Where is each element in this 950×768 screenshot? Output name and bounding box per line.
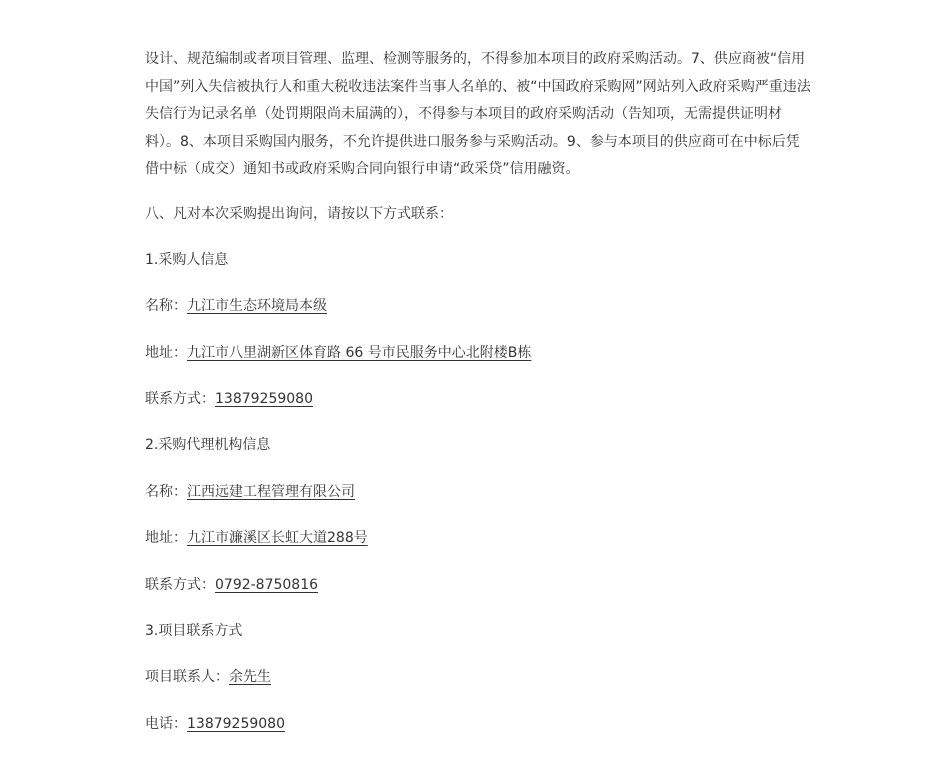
purchaser-name-label: 名称： <box>145 298 187 315</box>
purchaser-contact-label: 联系方式： <box>145 391 215 408</box>
agency-address-line <box>145 525 813 571</box>
project-phone-value: 13879259080 <box>187 715 285 732</box>
agency-name-label: 名称： <box>145 483 187 500</box>
purchaser-address-label: 地址： <box>145 344 187 361</box>
purchaser-heading: 1.采购人信息 <box>145 251 229 268</box>
purchaser-address-line <box>145 340 813 386</box>
project-person-label: 项目联系人： <box>145 669 229 686</box>
section-heading: 八、凡对本次采购提出询问，请按以下方式联系： <box>145 205 453 222</box>
agency-name-line <box>145 479 813 525</box>
agency-contact-line <box>145 572 813 618</box>
project-person-value: 余先生 <box>229 669 271 686</box>
agency-address-label: 地址： <box>145 530 187 547</box>
agency-name-value: 江西远建工程管理有限公司 <box>187 483 355 500</box>
document-content <box>145 46 813 757</box>
agency-heading: 2.采购代理机构信息 <box>145 437 271 454</box>
intro-paragraph: 设计、规范编制或者项目管理、监理、检测等服务的，不得参加本项目的政府采购活动。7、供应商被“信用中国”列入失信被执行人和重大税收违法案件当事人名单的、被“中国政府采购网”网站列入政府采购严重违法失信行为记录名单（处罚期限尚未届满的），不得参与本项目的政府采购活动（告知项，无需提供证明材料）。8、本项目采购国内服务，不允许提供进口服务参与采购活动。9、参与本项目的供应商可在中标后凭借中标（成交）通知书或政府采购合同向银行申请“政采贷”信用融资。 <box>145 51 811 177</box>
project-person-line <box>145 664 813 710</box>
agency-contact-value: 0792-8750816 <box>215 576 319 593</box>
project-phone-line <box>145 711 813 757</box>
purchaser-contact-value: 13879259080 <box>215 391 313 408</box>
agency-address-value: 九江市濂溪区长虹大道288号 <box>187 530 368 547</box>
purchaser-contact-line <box>145 386 813 432</box>
project-phone-label: 电话： <box>145 715 187 732</box>
purchaser-name-value: 九江市生态环境局本级 <box>187 298 327 315</box>
purchaser-name-line <box>145 293 813 339</box>
purchaser-address-value: 九江市八里湖新区体育路 66 号市民服务中心北附楼B栋 <box>187 344 532 361</box>
agency-contact-label: 联系方式： <box>145 576 215 593</box>
project-heading: 3.项目联系方式 <box>145 623 243 640</box>
